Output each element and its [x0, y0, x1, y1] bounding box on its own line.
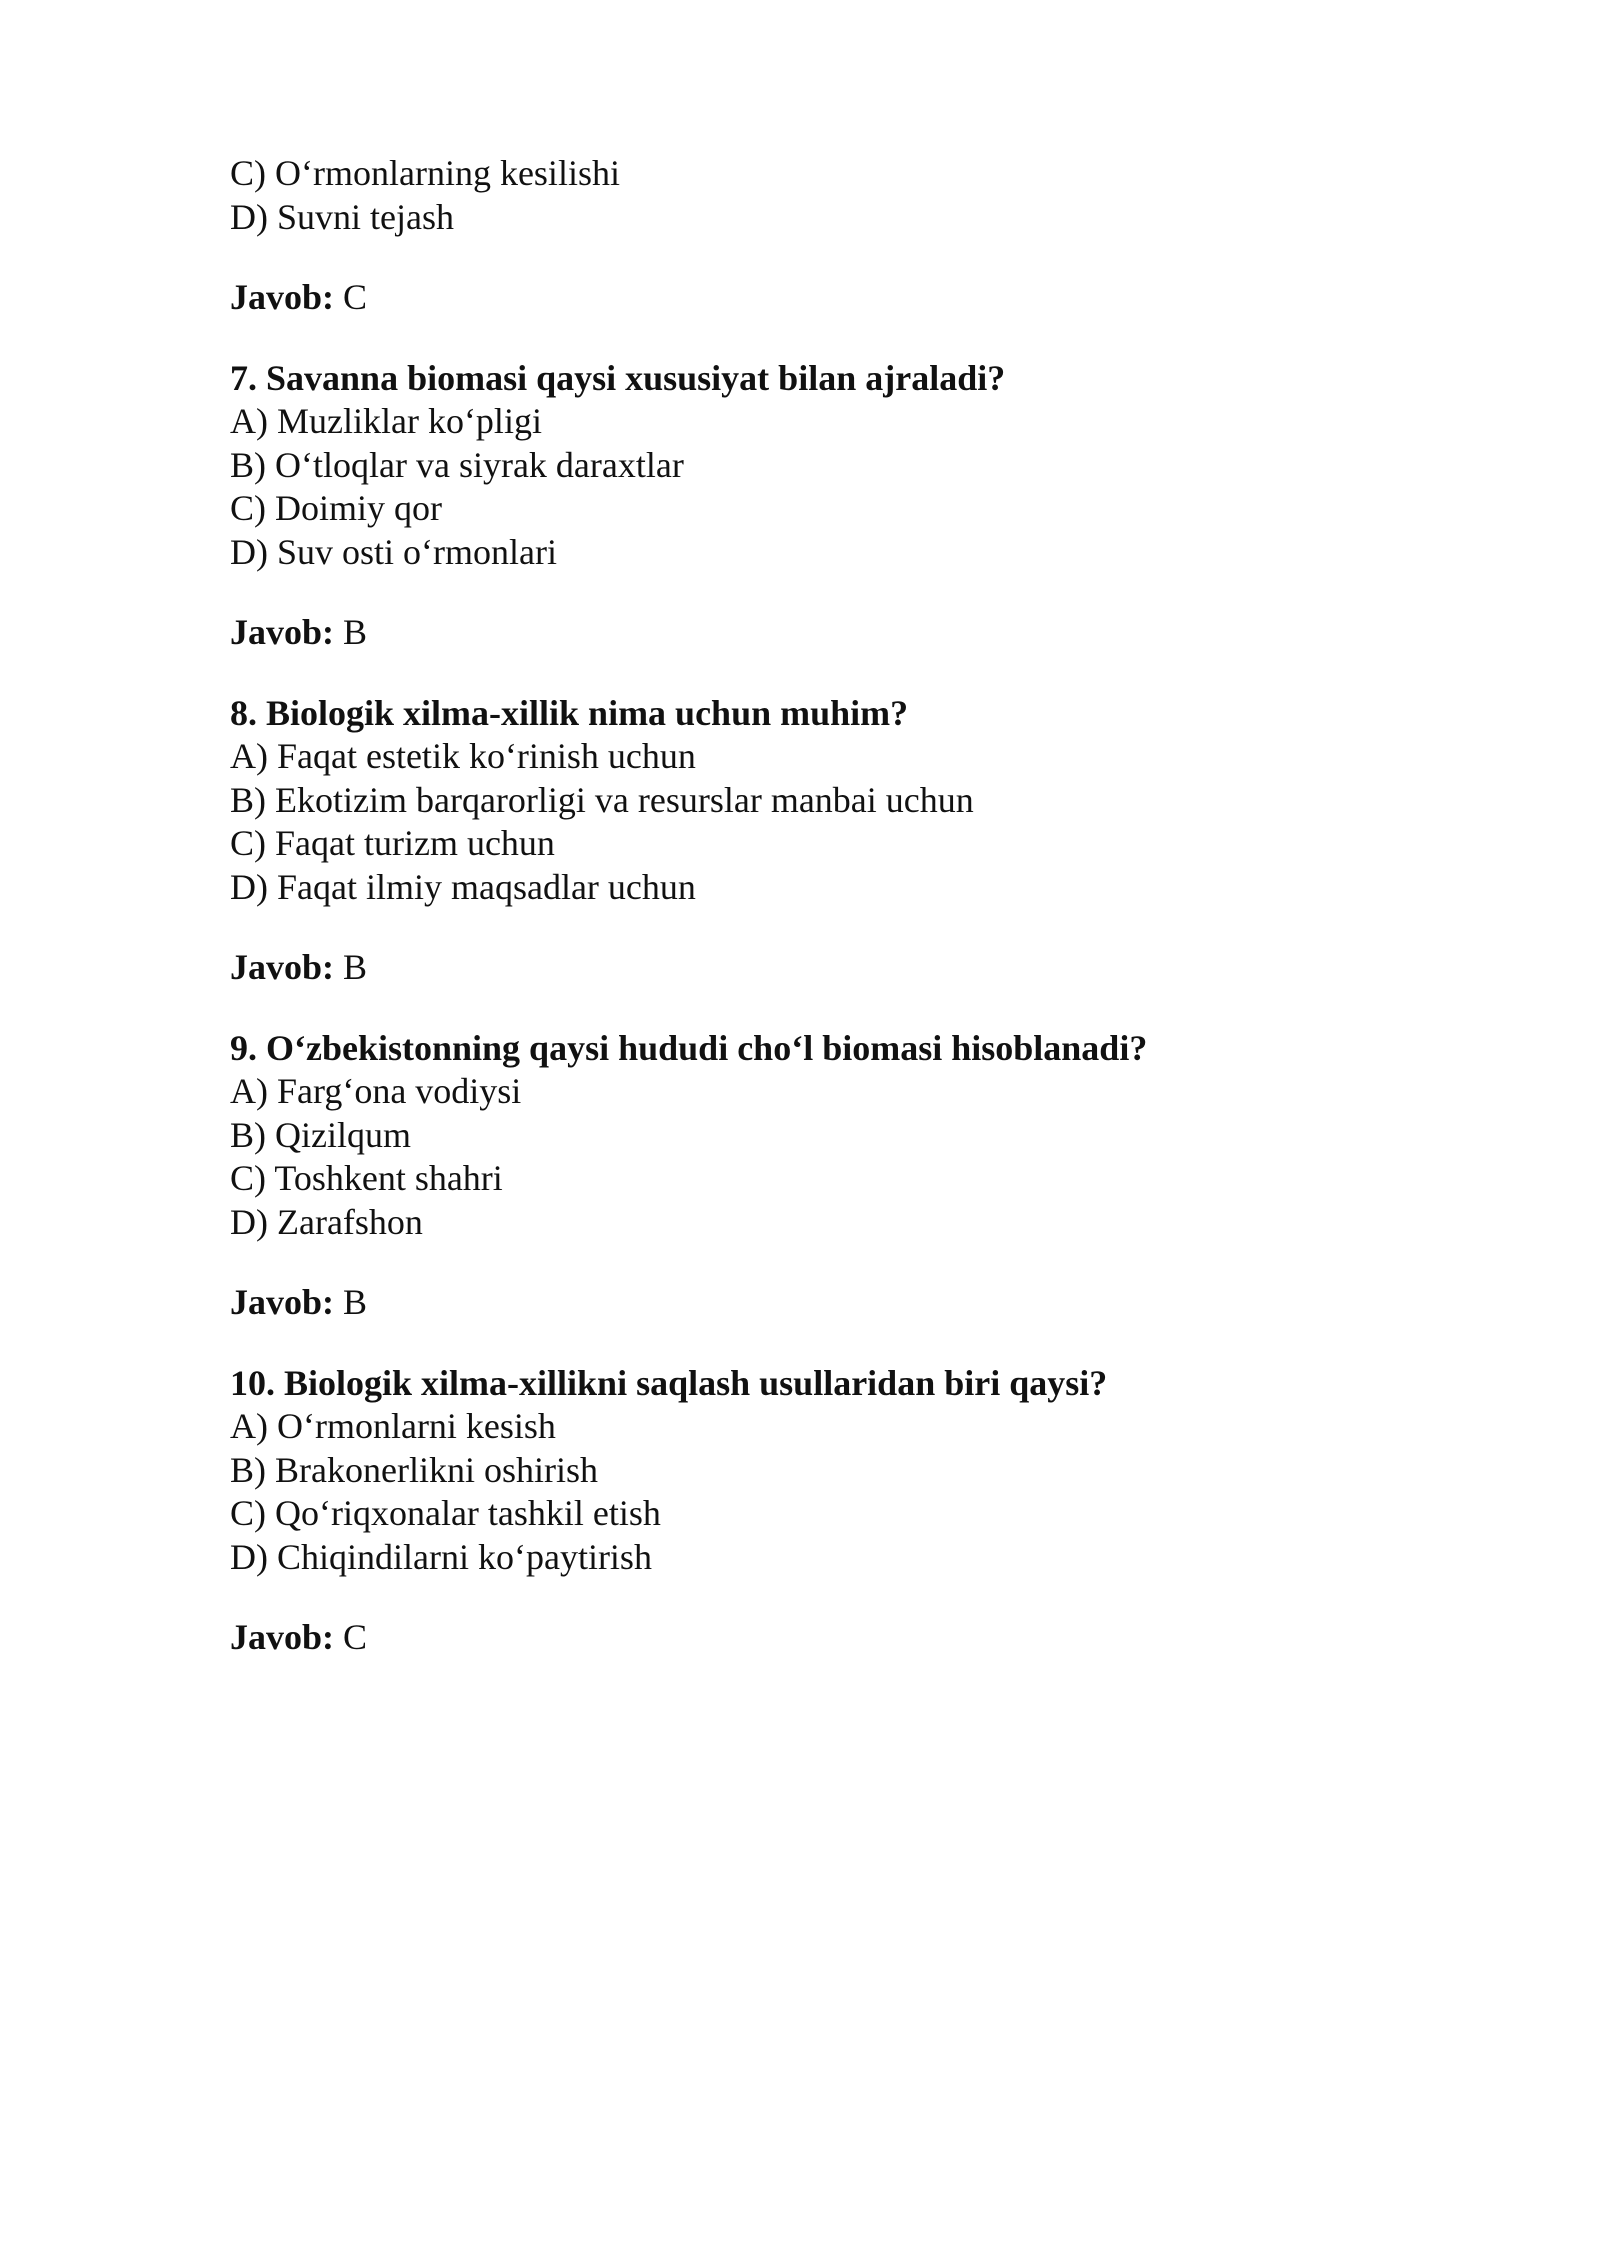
- question-text: 9. O‘zbekistonning qaysi hududi cho‘l biomasi hisoblanadi?: [230, 1027, 1148, 1068]
- option-c: C) Qo‘riqxonalar tashkil etish: [230, 1493, 661, 1533]
- question-9-block: [230, 1027, 1430, 1362]
- option-c: C) Faqat turizm uchun: [230, 823, 555, 863]
- answer-line: [230, 276, 1430, 320]
- answer-value: C: [334, 277, 368, 317]
- spacer: [230, 574, 1430, 611]
- option-d: D) Faqat ilmiy maqsadlar uchun: [230, 866, 696, 907]
- spacer: [230, 990, 1430, 1027]
- spacer: [230, 1325, 1430, 1362]
- answer-label: Javob:: [230, 1617, 335, 1657]
- option-c: C) Toshkent shahri: [230, 1158, 503, 1198]
- answer-value: C: [334, 1617, 368, 1657]
- option-c: C) Doimiy qor: [230, 488, 442, 528]
- question-text: 7. Savanna biomasi qaysi xususiyat bilan ajraladi?: [230, 357, 1006, 398]
- answer-label: Javob:: [230, 1282, 335, 1322]
- answer-value: B: [334, 1282, 368, 1322]
- option-a: A) Faqat estetik ko‘rinish uchun: [230, 736, 696, 776]
- answer-value: B: [334, 947, 368, 987]
- spacer: [230, 655, 1430, 692]
- option-d: D) Zarafshon: [230, 1201, 423, 1242]
- spacer: [230, 1579, 1430, 1616]
- answer-line: [230, 611, 1430, 655]
- option-b: B) Ekotizim barqarorligi va resurslar manbai uchun: [230, 779, 974, 820]
- option-d: D) Suv osti o‘rmonlari: [230, 531, 557, 572]
- question-text: 8. Biologik xilma-xillik nima uchun muhim?: [230, 692, 909, 733]
- option-b: B) O‘tloqlar va siyrak daraxtlar: [230, 444, 684, 485]
- answer-line: [230, 946, 1430, 990]
- spacer: [230, 1244, 1430, 1281]
- answer-label: Javob:: [230, 947, 335, 987]
- option-a: A) Muzliklar ko‘pligi: [230, 401, 542, 441]
- question-text: 10. Biologik xilma-xillikni saqlash usullaridan biri qaysi?: [230, 1362, 1108, 1403]
- question-7-block: [230, 357, 1430, 692]
- question-6-continuation: [230, 152, 1430, 357]
- spacer: [230, 320, 1430, 357]
- question-10-block: [230, 1362, 1430, 1660]
- answer-value: B: [334, 612, 368, 652]
- option-b: B) Brakonerlikni oshirish: [230, 1449, 598, 1490]
- spacer: [230, 239, 1430, 276]
- spacer: [230, 909, 1430, 946]
- option-b: B) Qizilqum: [230, 1114, 411, 1155]
- answer-line: [230, 1616, 1430, 1660]
- option-c: C) O‘rmonlarning kesilishi: [230, 153, 620, 193]
- option-d: D) Chiqindilarni ko‘paytirish: [230, 1536, 652, 1577]
- option-d: D) Suvni tejash: [230, 196, 454, 237]
- option-a: A) O‘rmonlarni kesish: [230, 1406, 556, 1446]
- answer-label: Javob:: [230, 277, 335, 317]
- answer-line: [230, 1281, 1430, 1325]
- option-a: A) Farg‘ona vodiysi: [230, 1071, 522, 1111]
- answer-label: Javob:: [230, 612, 335, 652]
- document-page: [230, 152, 1430, 1660]
- question-8-block: [230, 692, 1430, 1027]
